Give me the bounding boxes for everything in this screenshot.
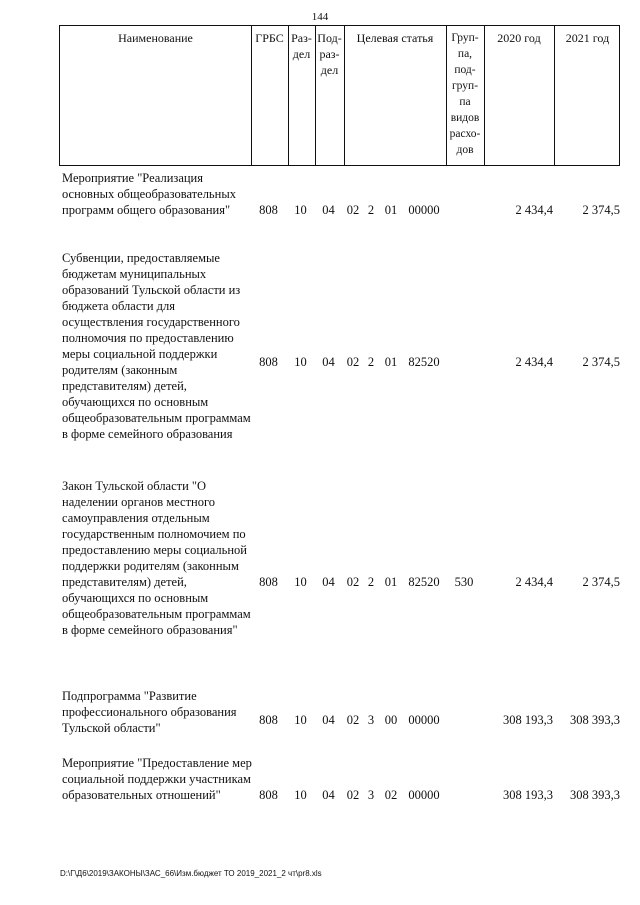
row-razdel: 10 (294, 713, 307, 727)
row-podrazdel: 04 (322, 713, 335, 727)
row-name: Субвенции, предоставляемые бюджетам муниципальных образований Тульской области из бюджета области для осуществления государственного полномочия по предоставлению меры социальной поддержки родителям (законным представителям) детей, обучающихся по основным общеобразовательным программам в форме семейного образования (62, 251, 251, 441)
row-2021: 2 374,5 (582, 203, 620, 217)
row-ts-program: 02 (346, 355, 360, 369)
row-ts-direction: 82520 (408, 575, 440, 589)
header-group: Груп- па, под- груп- па видов расхо- дов (449, 32, 481, 156)
row-grbs: 808 (259, 575, 278, 589)
page-number: 144 (311, 11, 329, 23)
row-name: Закон Тульской области "О наделении органов местного самоуправления отдельным государственным полномочием по предоставлению меры социальной поддержки родителям (законным представителям) детей, обучающихся по основным общеобразовательным программам в форме семейного образования" (62, 479, 251, 637)
table-row (0, 755, 640, 821)
row-ts-event: 00 (384, 713, 398, 727)
header-2020: 2020 год (497, 31, 541, 45)
header-grbs: ГРБС (255, 31, 284, 45)
table-row (0, 478, 640, 673)
row-podrazdel: 04 (322, 355, 335, 369)
row-2020: 2 434,4 (515, 355, 553, 369)
row-name: Подпрограмма "Развитие профессионального образования Тульской области" (62, 689, 237, 735)
column-divider (344, 26, 345, 165)
header-podrazdel: Под- раз- дел (317, 31, 342, 77)
row-name: Мероприятие "Реализация основных общеобразовательных программ общего образования" (62, 171, 236, 217)
row-grbs: 808 (259, 788, 278, 802)
row-2021: 308 393,3 (570, 713, 620, 727)
row-ts-direction: 00000 (408, 788, 440, 802)
row-ts-subprogram: 2 (367, 575, 375, 589)
row-ts-event: 01 (384, 355, 398, 369)
row-ts-event: 01 (384, 575, 398, 589)
row-ts-direction: 82520 (408, 355, 440, 369)
table-row (0, 250, 640, 460)
row-ts-event: 01 (384, 203, 398, 217)
header-target: Целевая статья (356, 31, 434, 45)
row-ts-direction: 00000 (408, 203, 440, 217)
table-header (59, 25, 620, 166)
header-2021: 2021 год (565, 31, 610, 45)
table-row (0, 170, 640, 220)
row-ts-subprogram: 2 (367, 203, 375, 217)
row-2020: 2 434,4 (515, 575, 553, 589)
row-grbs: 808 (259, 713, 278, 727)
row-group: 530 (454, 575, 474, 589)
row-grbs: 808 (259, 355, 278, 369)
column-divider (251, 26, 252, 165)
column-divider (484, 26, 485, 165)
row-grbs: 808 (259, 203, 278, 217)
row-2020: 308 193,3 (503, 788, 553, 802)
table-row (0, 688, 640, 738)
row-2020: 308 193,3 (503, 713, 553, 727)
row-podrazdel: 04 (322, 203, 335, 217)
header-razdel: Раз- дел (291, 31, 312, 61)
file-path-footer: D:\Г\Д6\2019\ЗАКОНЫ\ЗАС_66\Изм.бюджет ТО 2019_2021_2 чт\pr8.xls (60, 869, 322, 878)
row-podrazdel: 04 (322, 788, 335, 802)
row-ts-program: 02 (346, 575, 360, 589)
header-name: Наименование (118, 31, 193, 45)
row-name: Мероприятие "Предоставление мер социальной поддержки участникам образовательных отношений" (62, 756, 252, 802)
row-ts-subprogram: 3 (367, 713, 375, 727)
row-razdel: 10 (294, 203, 307, 217)
row-ts-event: 02 (384, 788, 398, 802)
row-ts-program: 02 (346, 203, 360, 217)
row-podrazdel: 04 (322, 575, 335, 589)
row-2020: 2 434,4 (515, 203, 553, 217)
row-ts-subprogram: 2 (367, 355, 375, 369)
row-razdel: 10 (294, 575, 307, 589)
row-ts-direction: 00000 (408, 713, 440, 727)
row-2021: 2 374,5 (582, 355, 620, 369)
row-ts-program: 02 (346, 788, 360, 802)
row-razdel: 10 (294, 788, 307, 802)
row-ts-program: 02 (346, 713, 360, 727)
row-ts-subprogram: 3 (367, 788, 375, 802)
row-2021: 2 374,5 (582, 575, 620, 589)
column-divider (554, 26, 555, 165)
row-2021: 308 393,3 (570, 788, 620, 802)
row-razdel: 10 (294, 355, 307, 369)
